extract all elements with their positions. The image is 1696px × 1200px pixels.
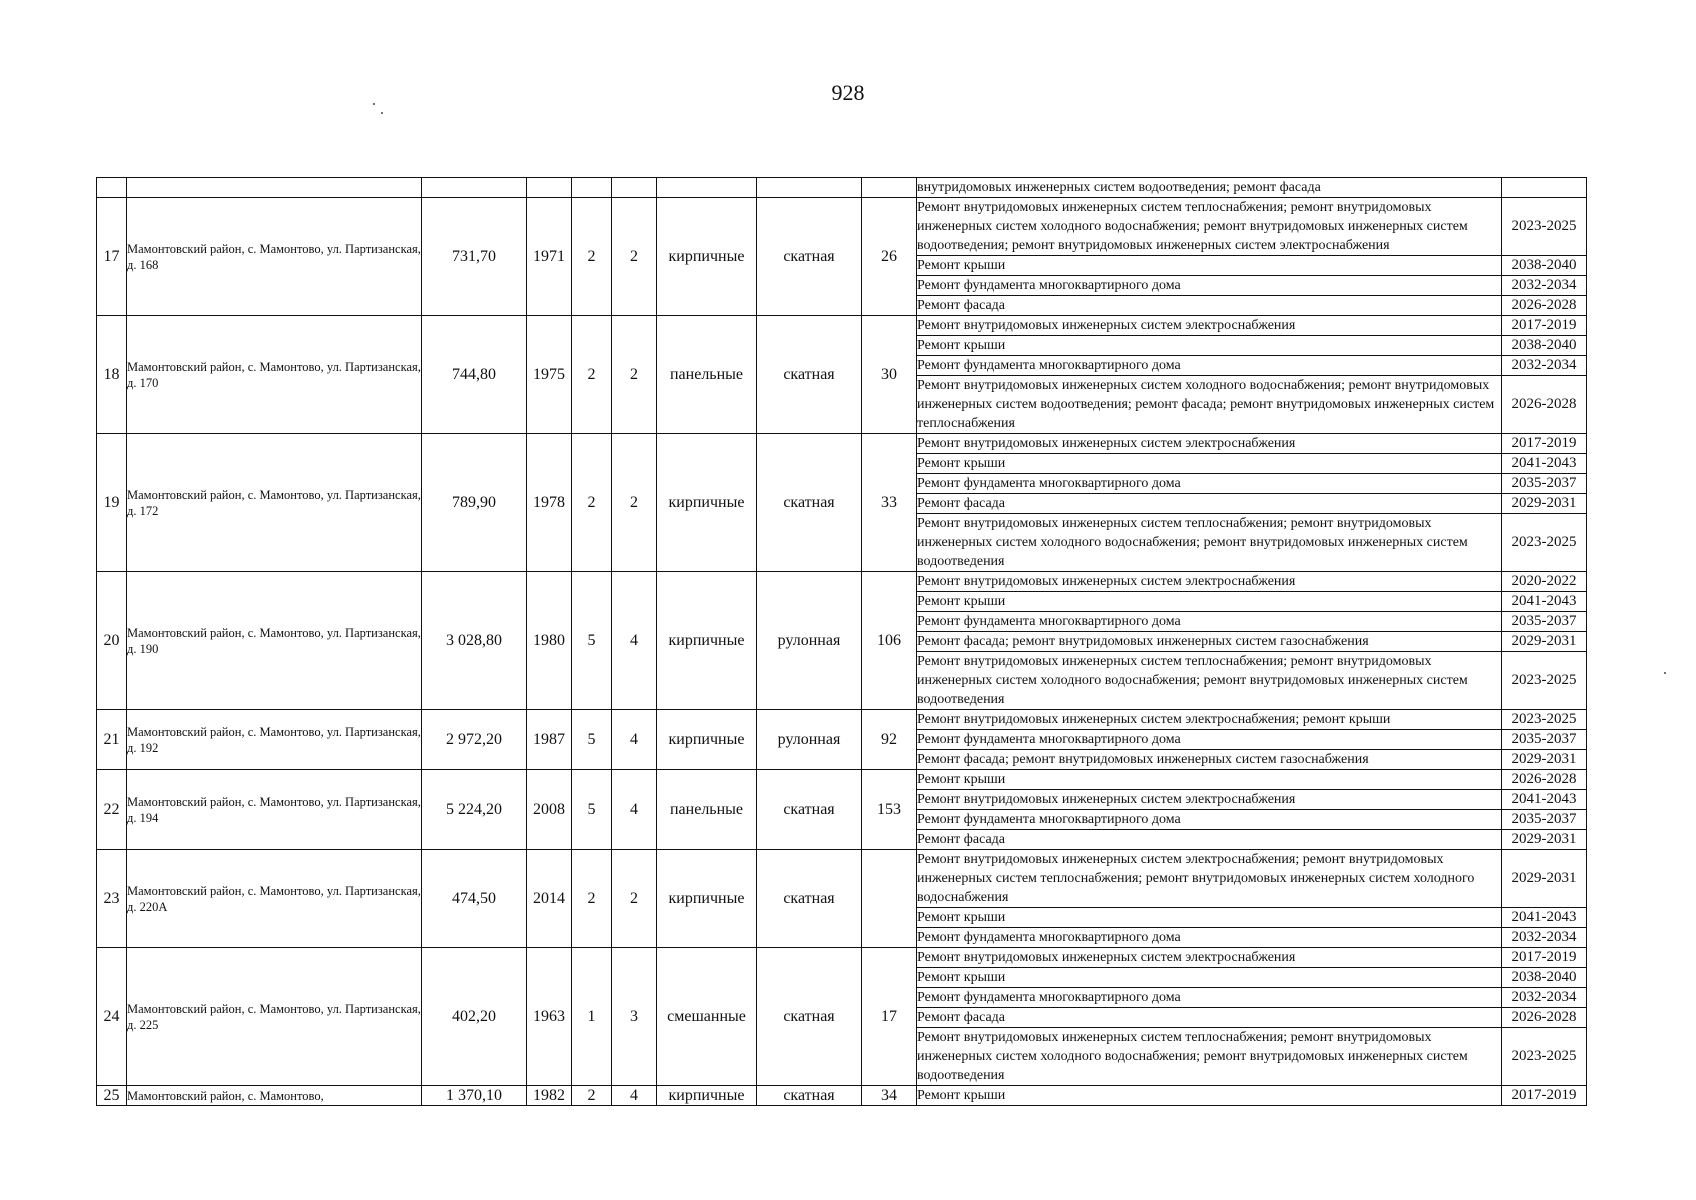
work-period: 2041-2043 bbox=[1502, 908, 1587, 928]
work-period: 2041-2043 bbox=[1502, 790, 1587, 810]
work-period: 2017-2019 bbox=[1502, 316, 1587, 336]
house-year: 2008 bbox=[527, 770, 572, 850]
house-walls: панельные bbox=[657, 316, 757, 434]
house-entrances bbox=[612, 178, 657, 198]
work-period: 2038-2040 bbox=[1502, 256, 1587, 276]
work-description: Ремонт фасада; ремонт внутридомовых инженерных систем газоснабжения bbox=[917, 632, 1502, 652]
house-residents: 153 bbox=[862, 770, 917, 850]
house-walls: смешанные bbox=[657, 948, 757, 1086]
house-residents: 92 bbox=[862, 710, 917, 770]
work-description: Ремонт внутридомовых инженерных систем теплоснабжения; ремонт внутридомовых инженерных систем холодного водоснабжения; ремонт внутридомовых инженерных систем водоотведения; ремонт внутридомовых инженерных систем электроснабжения bbox=[917, 198, 1502, 256]
work-period: 2035-2037 bbox=[1502, 474, 1587, 494]
work-period: 2029-2031 bbox=[1502, 850, 1587, 908]
work-period: 2026-2028 bbox=[1502, 296, 1587, 316]
work-period: 2023-2025 bbox=[1502, 652, 1587, 710]
work-description: Ремонт внутридомовых инженерных систем электроснабжения bbox=[917, 434, 1502, 454]
house-residents: 26 bbox=[862, 198, 917, 316]
house-residents: 106 bbox=[862, 572, 917, 710]
house-residents: 34 bbox=[862, 1086, 917, 1106]
house-area: 3 028,80 bbox=[422, 572, 527, 710]
house-entrances: 4 bbox=[612, 1086, 657, 1106]
house-area: 2 972,20 bbox=[422, 710, 527, 770]
house-residents: 17 bbox=[862, 948, 917, 1086]
house-address: Мамонтовский район, с. Мамонтово, ул. Партизанская, д. 225 bbox=[127, 948, 422, 1086]
work-period: 2041-2043 bbox=[1502, 454, 1587, 474]
work-period: 2038-2040 bbox=[1502, 968, 1587, 988]
house-roof: скатная bbox=[757, 1086, 862, 1106]
house-floors: 2 bbox=[572, 434, 612, 572]
house-roof: скатная bbox=[757, 850, 862, 948]
house-floors: 2 bbox=[572, 850, 612, 948]
work-period: 2017-2019 bbox=[1502, 948, 1587, 968]
work-period: 2032-2034 bbox=[1502, 356, 1587, 376]
house-area: 402,20 bbox=[422, 948, 527, 1086]
house-floors: 5 bbox=[572, 710, 612, 770]
work-description: Ремонт фундамента многоквартирного дома bbox=[917, 988, 1502, 1008]
work-description: внутридомовых инженерных систем водоотведения; ремонт фасада bbox=[917, 178, 1502, 198]
work-period: 2035-2037 bbox=[1502, 730, 1587, 750]
work-description: Ремонт внутридомовых инженерных систем холодного водоснабжения; ремонт внутридомовых инженерных систем водоотведения; ремонт фасада; ремонт внутридомовых инженерных систем теплоснабжения bbox=[917, 376, 1502, 434]
house-walls: кирпичные bbox=[657, 434, 757, 572]
house-roof: рулонная bbox=[757, 710, 862, 770]
work-description: Ремонт фундамента многоквартирного дома bbox=[917, 928, 1502, 948]
house-residents: 30 bbox=[862, 316, 917, 434]
house-year: 1975 bbox=[527, 316, 572, 434]
work-period: 2029-2031 bbox=[1502, 632, 1587, 652]
work-description: Ремонт крыши bbox=[917, 592, 1502, 612]
house-area: 744,80 bbox=[422, 316, 527, 434]
house-walls: кирпичные bbox=[657, 710, 757, 770]
house-walls: кирпичные bbox=[657, 1086, 757, 1106]
house-year: 1987 bbox=[527, 710, 572, 770]
work-description: Ремонт фасада; ремонт внутридомовых инженерных систем газоснабжения bbox=[917, 750, 1502, 770]
work-period: 2017-2019 bbox=[1502, 1086, 1587, 1106]
house-entrances: 3 bbox=[612, 948, 657, 1086]
house-entrances: 2 bbox=[612, 198, 657, 316]
work-description: Ремонт внутридомовых инженерных систем теплоснабжения; ремонт внутридомовых инженерных систем холодного водоснабжения; ремонт внутридомовых инженерных систем водоотведения bbox=[917, 514, 1502, 572]
work-period: 2029-2031 bbox=[1502, 750, 1587, 770]
table-row bbox=[97, 710, 1587, 730]
table-row bbox=[97, 770, 1587, 790]
house-residents bbox=[862, 850, 917, 948]
work-description: Ремонт фундамента многоквартирного дома bbox=[917, 276, 1502, 296]
house-number: 19 bbox=[97, 434, 127, 572]
house-floors: 5 bbox=[572, 770, 612, 850]
house-walls: кирпичные bbox=[657, 850, 757, 948]
house-roof: скатная bbox=[757, 948, 862, 1086]
work-period: 2026-2028 bbox=[1502, 1008, 1587, 1028]
work-description: Ремонт фундамента многоквартирного дома bbox=[917, 474, 1502, 494]
work-description: Ремонт фундамента многоквартирного дома bbox=[917, 612, 1502, 632]
work-period: 2038-2040 bbox=[1502, 336, 1587, 356]
table-body bbox=[97, 178, 1587, 1106]
house-number: 17 bbox=[97, 198, 127, 316]
house-roof bbox=[757, 178, 862, 198]
house-address: Мамонтовский район, с. Мамонтово, ул. Партизанская, д. 168 bbox=[127, 198, 422, 316]
work-period: 2026-2028 bbox=[1502, 376, 1587, 434]
work-period: 2023-2025 bbox=[1502, 710, 1587, 730]
table-row bbox=[97, 948, 1587, 968]
work-period: 2035-2037 bbox=[1502, 810, 1587, 830]
table-row bbox=[97, 1086, 1587, 1106]
scan-speck bbox=[381, 112, 383, 114]
house-address: Мамонтовский район, с. Мамонтово, bbox=[127, 1086, 422, 1106]
work-description: Ремонт внутридомовых инженерных систем электроснабжения; ремонт крыши bbox=[917, 710, 1502, 730]
house-floors: 1 bbox=[572, 948, 612, 1086]
house-address: Мамонтовский район, с. Мамонтово, ул. Партизанская, д. 194 bbox=[127, 770, 422, 850]
house-entrances: 2 bbox=[612, 850, 657, 948]
house-number: 24 bbox=[97, 948, 127, 1086]
work-description: Ремонт крыши bbox=[917, 908, 1502, 928]
house-entrances: 4 bbox=[612, 770, 657, 850]
house-year: 1980 bbox=[527, 572, 572, 710]
work-period: 2029-2031 bbox=[1502, 830, 1587, 850]
house-area: 1 370,10 bbox=[422, 1086, 527, 1106]
work-description: Ремонт внутридомовых инженерных систем электроснабжения bbox=[917, 316, 1502, 336]
work-description: Ремонт фундамента многоквартирного дома bbox=[917, 730, 1502, 750]
house-roof: скатная bbox=[757, 316, 862, 434]
scan-speck bbox=[373, 103, 375, 105]
house-year: 1982 bbox=[527, 1086, 572, 1106]
work-period: 2023-2025 bbox=[1502, 1028, 1587, 1086]
house-area: 789,90 bbox=[422, 434, 527, 572]
work-description: Ремонт крыши bbox=[917, 256, 1502, 276]
table-row bbox=[97, 434, 1587, 454]
table-row bbox=[97, 178, 1587, 198]
house-walls: панельные bbox=[657, 770, 757, 850]
house-floors: 2 bbox=[572, 198, 612, 316]
capital-repair-table bbox=[96, 177, 1587, 1106]
house-roof: скатная bbox=[757, 770, 862, 850]
work-period: 2026-2028 bbox=[1502, 770, 1587, 790]
table-row bbox=[97, 572, 1587, 592]
house-floors bbox=[572, 178, 612, 198]
house-walls: кирпичные bbox=[657, 198, 757, 316]
house-roof: скатная bbox=[757, 434, 862, 572]
house-residents: 33 bbox=[862, 434, 917, 572]
table-row bbox=[97, 198, 1587, 256]
house-number: 22 bbox=[97, 770, 127, 850]
house-year bbox=[527, 178, 572, 198]
table-row bbox=[97, 850, 1587, 908]
house-address: Мамонтовский район, с. Мамонтово, ул. Партизанская, д. 192 bbox=[127, 710, 422, 770]
house-address: Мамонтовский район, с. Мамонтово, ул. Партизанская, д. 190 bbox=[127, 572, 422, 710]
work-description: Ремонт фундамента многоквартирного дома bbox=[917, 356, 1502, 376]
house-number: 18 bbox=[97, 316, 127, 434]
work-description: Ремонт внутридомовых инженерных систем электроснабжения bbox=[917, 948, 1502, 968]
work-period: 2023-2025 bbox=[1502, 514, 1587, 572]
work-period: 2032-2034 bbox=[1502, 276, 1587, 296]
house-address: Мамонтовский район, с. Мамонтово, ул. Партизанская, д. 220А bbox=[127, 850, 422, 948]
work-period: 2032-2034 bbox=[1502, 988, 1587, 1008]
house-walls bbox=[657, 178, 757, 198]
house-roof: рулонная bbox=[757, 572, 862, 710]
work-description: Ремонт фасада bbox=[917, 494, 1502, 514]
house-floors: 2 bbox=[572, 316, 612, 434]
work-period: 2041-2043 bbox=[1502, 592, 1587, 612]
work-description: Ремонт крыши bbox=[917, 454, 1502, 474]
house-address: Мамонтовский район, с. Мамонтово, ул. Партизанская, д. 170 bbox=[127, 316, 422, 434]
work-description: Ремонт внутридомовых инженерных систем теплоснабжения; ремонт внутридомовых инженерных систем холодного водоснабжения; ремонт внутридомовых инженерных систем водоотведения bbox=[917, 1028, 1502, 1086]
work-period: 2029-2031 bbox=[1502, 494, 1587, 514]
house-floors: 5 bbox=[572, 572, 612, 710]
house-year: 1978 bbox=[527, 434, 572, 572]
work-description: Ремонт крыши bbox=[917, 1086, 1502, 1106]
house-area: 474,50 bbox=[422, 850, 527, 948]
house-number: 21 bbox=[97, 710, 127, 770]
house-entrances: 4 bbox=[612, 710, 657, 770]
house-floors: 2 bbox=[572, 1086, 612, 1106]
work-description: Ремонт внутридомовых инженерных систем электроснабжения bbox=[917, 572, 1502, 592]
house-area: 5 224,20 bbox=[422, 770, 527, 850]
house-residents bbox=[862, 178, 917, 198]
work-description: Ремонт фасада bbox=[917, 296, 1502, 316]
house-entrances: 2 bbox=[612, 434, 657, 572]
work-description: Ремонт внутридомовых инженерных систем электроснабжения; ремонт внутридомовых инженерных систем теплоснабжения; ремонт внутридомовых инженерных систем холодного водоснабжения bbox=[917, 850, 1502, 908]
house-year: 1971 bbox=[527, 198, 572, 316]
work-period: 2023-2025 bbox=[1502, 198, 1587, 256]
house-address: Мамонтовский район, с. Мамонтово, ул. Партизанская, д. 172 bbox=[127, 434, 422, 572]
work-description: Ремонт крыши bbox=[917, 968, 1502, 988]
house-roof: скатная bbox=[757, 198, 862, 316]
work-period: 2032-2034 bbox=[1502, 928, 1587, 948]
work-description: Ремонт фасада bbox=[917, 830, 1502, 850]
house-year: 1963 bbox=[527, 948, 572, 1086]
work-description: Ремонт крыши bbox=[917, 336, 1502, 356]
house-number: 20 bbox=[97, 572, 127, 710]
house-address bbox=[127, 178, 422, 198]
house-number bbox=[97, 178, 127, 198]
house-number: 25 bbox=[97, 1086, 127, 1106]
house-area bbox=[422, 178, 527, 198]
work-period: 2035-2037 bbox=[1502, 612, 1587, 632]
house-walls: кирпичные bbox=[657, 572, 757, 710]
page-number: 928 bbox=[831, 80, 865, 105]
work-period: 2020-2022 bbox=[1502, 572, 1587, 592]
work-description: Ремонт фасада bbox=[917, 1008, 1502, 1028]
work-period bbox=[1502, 178, 1587, 198]
work-description: Ремонт внутридомовых инженерных систем теплоснабжения; ремонт внутридомовых инженерных систем холодного водоснабжения; ремонт внутридомовых инженерных систем водоотведения bbox=[917, 652, 1502, 710]
table-row bbox=[97, 316, 1587, 336]
scan-speck bbox=[1664, 672, 1666, 674]
house-area: 731,70 bbox=[422, 198, 527, 316]
house-entrances: 4 bbox=[612, 572, 657, 710]
work-period: 2017-2019 bbox=[1502, 434, 1587, 454]
house-year: 2014 bbox=[527, 850, 572, 948]
work-description: Ремонт фундамента многоквартирного дома bbox=[917, 810, 1502, 830]
house-number: 23 bbox=[97, 850, 127, 948]
work-description: Ремонт внутридомовых инженерных систем электроснабжения bbox=[917, 790, 1502, 810]
house-entrances: 2 bbox=[612, 316, 657, 434]
work-description: Ремонт крыши bbox=[917, 770, 1502, 790]
